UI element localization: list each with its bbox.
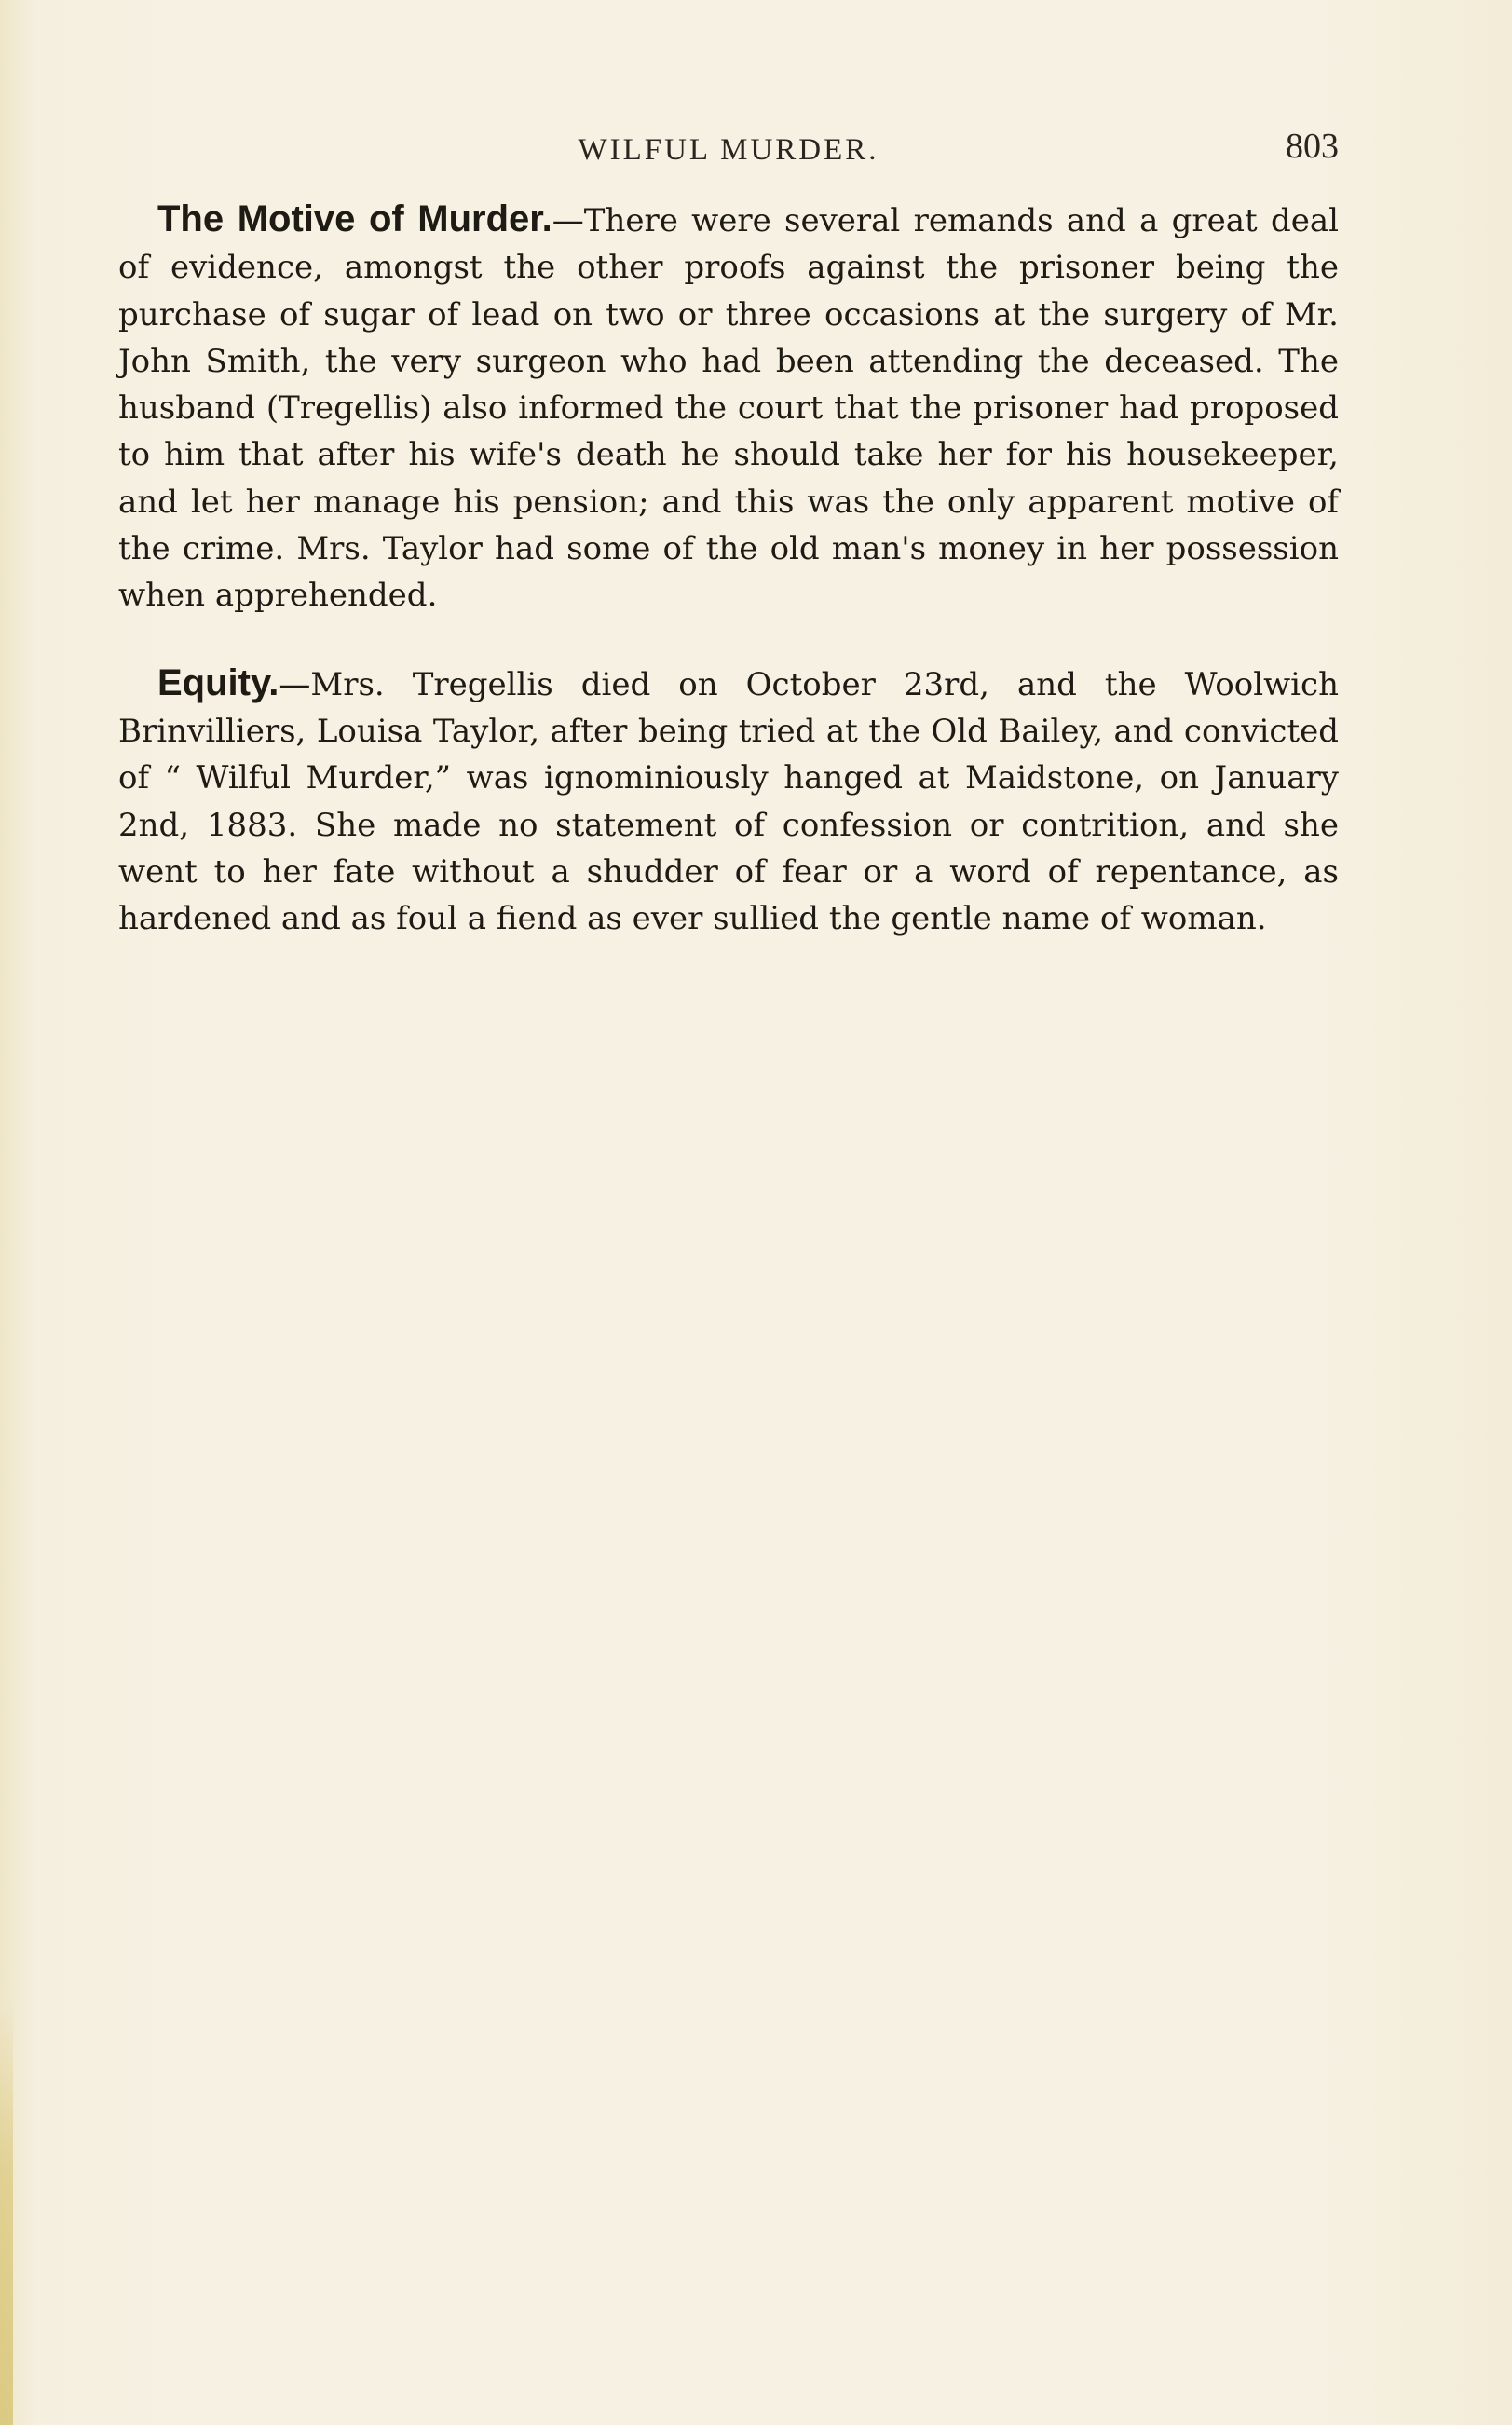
running-head: WILFUL MURDER. <box>578 133 879 167</box>
page-number: 803 <box>1286 127 1339 166</box>
section-heading-equity: Equity. <box>157 661 279 703</box>
section-heading-motive: The Motive of Murder. <box>157 198 552 239</box>
body-text <box>118 196 1339 982</box>
em-dash: — <box>552 202 584 239</box>
paragraph-equity <box>118 660 1339 943</box>
paragraph-motive <box>118 196 1339 620</box>
paragraph-text-motive: There were several remands and a great deal of evidence, amongst the other proofs against the prisoner being the purchase of sugar of lead on two or three occasions at the surgery of Mr. John Smith, the very surgeon who had been attending the deceased. The husband (Tregellis) also informed the court that the prisoner had proposed to him that after his wife's death he should take her for his housekeeper, and let her manage his pension; and this was the only apparent motive of the crime. Mrs. Taylor had some of the old man's money in her possession when apprehended. <box>118 202 1340 615</box>
paragraph-text-equity: Mrs. Tregellis died on October 23rd, and the Woolwich Brinvilliers, Louisa Taylor, after being tried at the Old Bailey, and convicted of “ Wilful Murder,” was ignominiously hanged at Maidstone, on January 2nd, 1883. She made no statement of confession or contrition, and she went to her fate without a shudder of fear or a word of repentance, as hardened and as foul a fiend as ever sullied the gentle name of woman. <box>118 665 1339 938</box>
em-dash: — <box>279 665 311 703</box>
page-edge-stain <box>0 2003 13 2425</box>
page-header <box>118 126 1339 172</box>
